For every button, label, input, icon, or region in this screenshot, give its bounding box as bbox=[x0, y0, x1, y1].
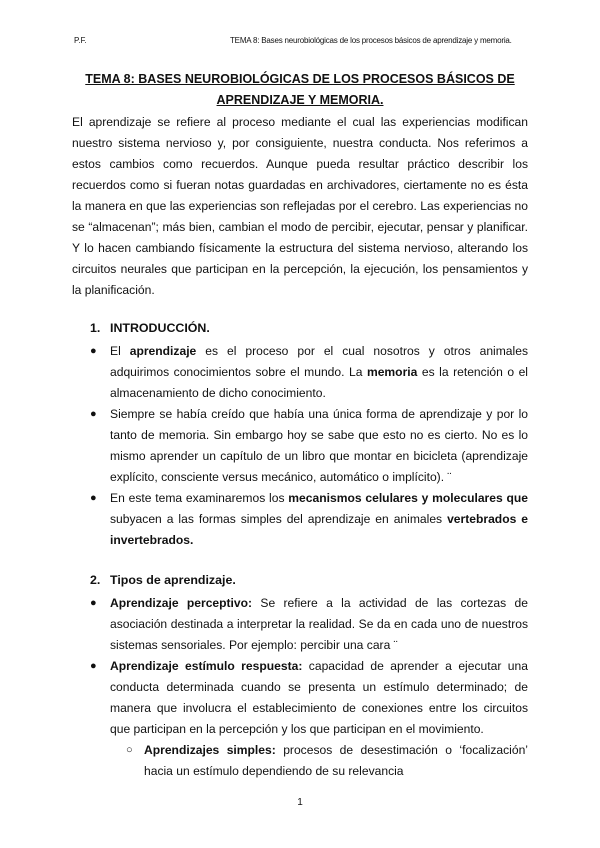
page-number: 1 bbox=[297, 797, 303, 808]
sub-list-item: ○ Aprendizajes simples: procesos de desestimación o ‘focalización’ hacia un estímulo dependiendo de su relevancia bbox=[126, 740, 528, 782]
section-2-heading bbox=[90, 573, 236, 587]
bullet-icon: ● bbox=[90, 597, 97, 609]
section-1-heading bbox=[90, 321, 210, 335]
list-item: ● Aprendizaje estímulo respuesta: capacidad de aprender a ejecutar una conducta determinada cuando se presenta un estímulo determinado; de manera que involucra el establecimiento de conexiones entre los circuitos que participan en la percepción y los que participan en el movimiento. bbox=[90, 656, 528, 740]
bullet-icon: ● bbox=[90, 660, 97, 672]
list-item: ● En este tema examinaremos los mecanismos celulares y moleculares que subyacen a las formas simples del aprendizaje en animales vertebrados e invertebrados. bbox=[90, 488, 528, 551]
title-line-1: TEMA 8: BASES NEUROBIOLÓGICAS DE LOS PROCESOS BÁSICOS DE bbox=[85, 72, 515, 86]
section-1-title: INTRODUCCIÓN. bbox=[110, 321, 210, 335]
section-1-list bbox=[90, 341, 528, 551]
section-2-list bbox=[90, 593, 528, 740]
header-topic: TEMA 8: Bases neurobiológicas de los procesos básicos de aprendizaje y memoria. bbox=[230, 36, 512, 45]
intro-paragraph: El aprendizaje se refiere al proceso mediante el cual las experiencias modifican nuestro sistema nervioso y, por consiguiente, nuestra conducta. Nos referimos a estos cambios como recuerdos. Aunque pueda resultar práctico describir los recuerdos como si fueran notas guardadas en archivadores, ciertamente no es ésta la manera en que las experiencias son reflejadas por el cerebro. Las experiencias no se “almacenan”; más bien, cambian el modo de percibir, ejecutar, pensar y planificar. Y lo hacen cambiando físicamente la estructura del sistema nervioso, alterando los circuitos neurales que participan en la percepción, la ejecución, los pensamientos y la planificación. bbox=[72, 115, 528, 297]
bullet-icon: ● bbox=[90, 345, 97, 357]
header-initials: P.F. bbox=[74, 36, 87, 45]
section-2-title: Tipos de aprendizaje. bbox=[110, 573, 236, 587]
list-item: ● Aprendizaje perceptivo: Se refiere a la actividad de las cortezas de asociación destinada a interpretar la realidad. Se da en cada uno de nuestros sistemas sensoriales. Por ejemplo: percibir una cara ¨ bbox=[90, 593, 528, 656]
list-item: ● El aprendizaje es el proceso por el cual nosotros y otros animales adquirimos conocimientos sobre el mundo. La memoria es la retención o el almacenamiento de dicho conocimiento. bbox=[90, 341, 528, 404]
bullet-icon: ● bbox=[90, 408, 97, 420]
circle-bullet-icon: ○ bbox=[126, 744, 133, 756]
bullet-icon: ● bbox=[90, 492, 97, 504]
section-2-number: 2. bbox=[90, 573, 101, 587]
section-1-number: 1. bbox=[90, 321, 101, 335]
document-title bbox=[72, 69, 528, 111]
title-line-2: APRENDIZAJE Y MEMORIA. bbox=[216, 93, 384, 107]
list-item: ● Siempre se había creído que había una única forma de aprendizaje y por lo tanto de memoria. Sin embargo hoy se sabe que esto no es cierto. No es lo mismo aprender un capítulo de un libro que montar en bicicleta (aprendizaje explícito, consciente versus mecánico, automático o implícito). ¨ bbox=[90, 404, 528, 488]
